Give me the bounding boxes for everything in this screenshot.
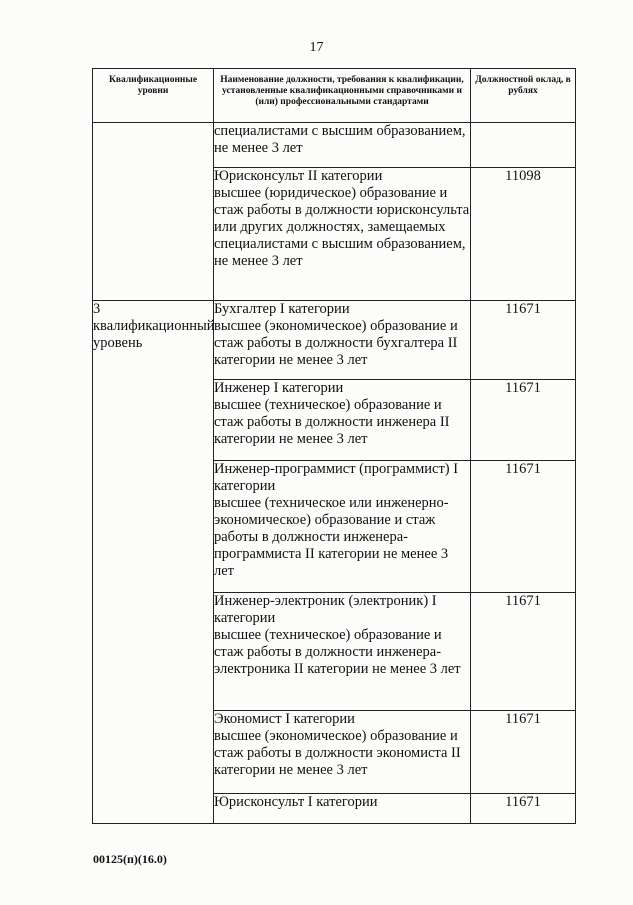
requirements-text: высшее (техническое) образование и стаж работы в должности инженера II категории не менее 3 лет xyxy=(214,397,450,447)
header-position: Наименование должности, требования к квалификации, установленные квалификационными справочниками и (или) профессиональными стандартами xyxy=(214,69,471,123)
qualification-table xyxy=(92,68,576,824)
table-header-row xyxy=(93,69,576,123)
requirements-text: высшее (юридическое) образование и стаж работы в должности юрисконсульта или других должностях, замещаемых специалистами с высшим образованием, не менее 3 лет xyxy=(214,185,470,269)
position-cell xyxy=(214,711,471,794)
page-number: 17 xyxy=(309,40,324,55)
salary-cell: 11671 xyxy=(471,301,576,380)
position-cell xyxy=(214,168,471,301)
salary-cell: 11671 xyxy=(471,593,576,711)
position-cell xyxy=(214,123,471,168)
level-cell: 3 квалификационный уровень xyxy=(93,301,214,824)
position-title: Юрисконсульт II категории xyxy=(214,168,383,184)
table-row xyxy=(93,123,576,168)
position-title: Инженер-программист (программист) I категории xyxy=(214,461,459,494)
position-cell xyxy=(214,301,471,380)
position-cell xyxy=(214,794,471,824)
document-code: 00125(п)(16.0) xyxy=(93,852,167,866)
salary-cell xyxy=(471,123,576,168)
requirements-text: специалистами с высшим образованием, не менее 3 лет xyxy=(214,123,466,156)
salary-cell: 11671 xyxy=(471,380,576,461)
salary-cell: 11671 xyxy=(471,794,576,824)
requirements-text: высшее (техническое) образование и стаж работы в должности инженера-электроника II категории не менее 3 лет xyxy=(214,627,461,677)
position-title: Экономист I категории xyxy=(214,711,355,727)
header-salary: Должностной оклад, в рублях xyxy=(471,69,576,123)
position-title: Юрисконсульт I категории xyxy=(214,794,378,810)
position-cell xyxy=(214,461,471,593)
requirements-text: высшее (экономическое) образование и стаж работы в должности бухгалтера II категории не менее 3 лет xyxy=(214,318,458,368)
salary-cell: 11671 xyxy=(471,461,576,593)
table-row xyxy=(93,301,576,380)
position-cell xyxy=(214,593,471,711)
position-title: Инженер-электроник (электроник) I категории xyxy=(214,593,437,626)
salary-cell: 11098 xyxy=(471,168,576,301)
position-title: Бухгалтер I категории xyxy=(214,301,350,317)
salary-cell: 11671 xyxy=(471,711,576,794)
position-cell xyxy=(214,380,471,461)
requirements-text: высшее (техническое или инженерно-экономическое) образование и стаж работы в должности инженера-программиста II категории не менее 3 лет xyxy=(214,495,449,579)
position-title: Инженер I категории xyxy=(214,380,344,396)
header-level: Квалификационные уровни xyxy=(93,69,214,123)
requirements-text: высшее (экономическое) образование и стаж работы в должности экономиста II категории не менее 3 лет xyxy=(214,728,461,778)
level-cell xyxy=(93,123,214,301)
